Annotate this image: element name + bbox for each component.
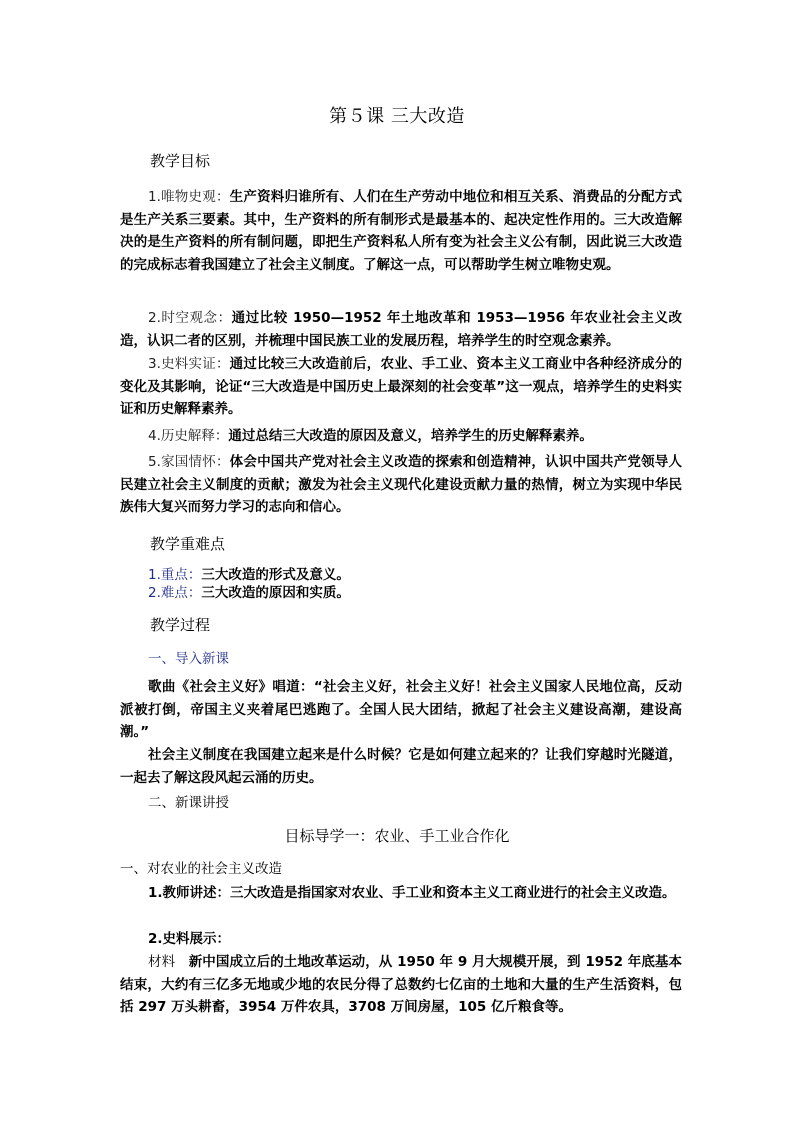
material-label: 2.史料展示：	[148, 931, 231, 947]
goal-label: 5.家国情怀：	[148, 454, 230, 470]
material-prefix: 材料	[148, 954, 189, 970]
goal-label: 2.时空观念：	[148, 310, 232, 326]
key-point-content: 三大改造的原因和实质。	[201, 585, 350, 601]
goal-paragraph-3	[120, 353, 682, 421]
material-paragraph	[120, 951, 682, 1019]
teacher-paragraph	[120, 882, 682, 905]
key-point-content: 三大改造的形式及意义。	[201, 567, 350, 583]
goal-content: 通过总结三大改造的原因及意义，培养学生的历史解释素养。	[228, 428, 593, 444]
goal-paragraph-1	[120, 186, 682, 276]
material-content: 新中国成立后的土地改革运动，从 1950 年 9 月大规模开展，到 1952 年底基本结束，大约有三亿多无地或少地的农民分得了总数约七亿亩的土地和大量的生产生活资料，包括 297 万头耕畜，3954 万件农具，3708 万间房屋，105 亿斤粮食等。	[120, 954, 682, 1016]
goal-paragraph-4	[120, 425, 682, 448]
agri-heading: 一、对农业的社会主义改造	[120, 861, 282, 877]
goal-content: 生产资料归谁所有、人们在生产劳动中地位和相互关系、消费品的分配方式是生产关系三要素。其中，生产资料的所有制形式是最基本的、起决定性作用的。三大改造解决的是生产资料的所有制问题，即把生产资料私人所有变为社会主义公有制，因此说三大改造的完成标志着我国建立了社会主义制度。了解这一点，可以帮助学生树立唯物史观。	[120, 189, 682, 273]
key-point-label: 1.重点：	[148, 567, 202, 583]
goal-content: 体会中国共产党对社会主义改造的探索和创造精神，认识中国共产党领导人民建立社会主义制度的贡献；激发为社会主义现代化建设贡献力量的热情，树立为实现中华民族伟大复兴而努力学习的志向和信心。	[120, 454, 682, 516]
goals-heading: 教学目标	[150, 152, 211, 170]
key-point-2	[148, 582, 350, 604]
intro-paragraph-1: 歌曲《社会主义好》唱道：“社会主义好，社会主义好！社会主义国家人民地位高，反动派被打倒，帝国主义夹着尾巴逃跑了。全国人民大团结，掀起了社会主义建设高潮，建设高潮。”	[120, 679, 682, 741]
goal-paragraph-2	[120, 307, 682, 352]
page-title: 第５课 三大改造	[329, 106, 465, 127]
key-points-heading: 教学重难点	[150, 535, 226, 553]
goal-content: 通过比较三大改造前后，农业、手工业、资本主义工商业中各种经济成分的变化及其影响，论证“三大改造是中国历史上最深刻的社会变革”这一观点，培养学生的史料实证和历史解释素养。	[120, 356, 682, 418]
goal-paragraph-5	[120, 451, 682, 519]
goal-label: 4.历史解释：	[148, 428, 229, 444]
material-heading	[120, 928, 682, 951]
teacher-content: 三大改造是指国家对农业、手工业和资本主义工商业进行的社会主义改造。	[230, 885, 676, 901]
new-lesson-heading: 二、新课讲授	[148, 795, 229, 811]
goal-content: 通过比较 1950—1952 年土地改革和 1953—1956 年农业社会主义改造，认识二者的区别，并梳理中国民族工业的发展历程，培养学生的时空观念素养。	[120, 310, 682, 349]
goal-label: 1.唯物史观：	[148, 189, 230, 205]
goal-label: 3.史料实证：	[148, 356, 230, 372]
intro-paragraph-2: 社会主义制度在我国建立起来是什么时候？它是如何建立起来的？让我们穿越时光隧道，一起去了解这段风起云涌的历史。	[120, 747, 682, 786]
process-heading: 教学过程	[150, 616, 211, 634]
intro-heading: 一、导入新课	[148, 651, 229, 667]
key-point-label: 2.难点：	[148, 585, 202, 601]
teacher-label: 1.教师讲述：	[148, 885, 231, 901]
guide-heading: 目标导学一：农业、手工业合作化	[284, 827, 510, 845]
